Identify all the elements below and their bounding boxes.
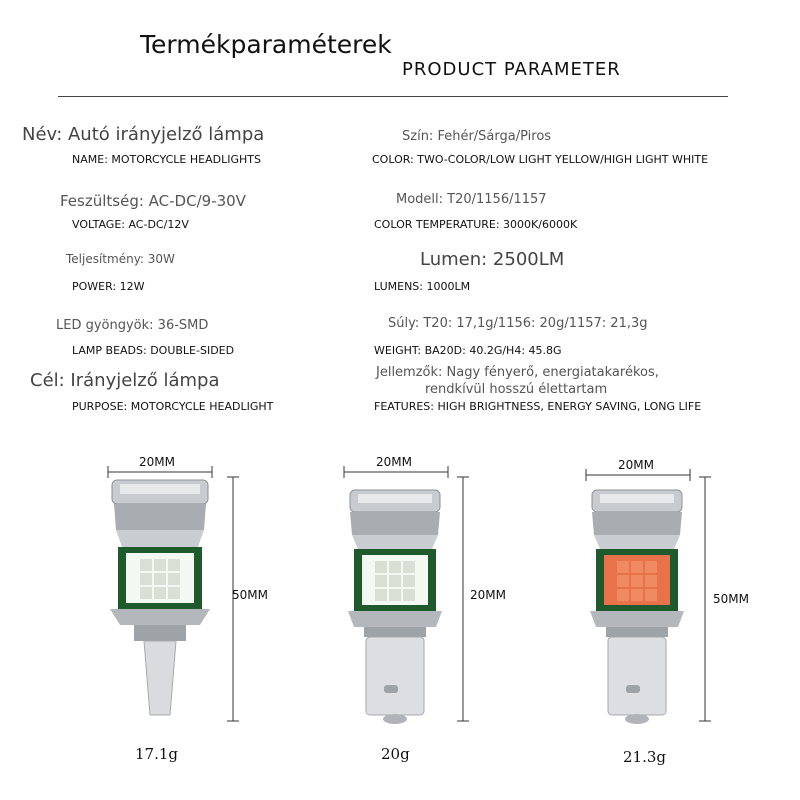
product-2-height-label: 20MM bbox=[470, 588, 506, 602]
product-3-width-label: 20MM bbox=[618, 458, 654, 472]
param-power-en: POWER: 12W bbox=[72, 280, 145, 293]
param-voltage-en: VOLTAGE: AC-DC/12V bbox=[72, 218, 189, 231]
param-lumens-en: LUMENS: 1000LM bbox=[374, 280, 471, 293]
product-2-bulb-image bbox=[340, 485, 450, 735]
product-3-height-label: 50MM bbox=[713, 592, 749, 606]
param-beads-hu: LED gyöngyök: 36-SMD bbox=[56, 318, 209, 333]
product-2-width-label: 20MM bbox=[376, 455, 412, 469]
product-2-weight: 20g bbox=[381, 745, 410, 763]
product-1-bulb-image bbox=[100, 475, 220, 725]
param-features-en: FEATURES: HIGH BRIGHTNESS, ENERGY SAVING, LONG LIFE bbox=[374, 400, 702, 413]
param-colortemp-en: COLOR TEMPERATURE: 3000K/6000K bbox=[374, 218, 578, 231]
product-1-weight: 17.1g bbox=[135, 745, 179, 763]
page-title-en: PRODUCT PARAMETER bbox=[402, 59, 621, 80]
param-features-hu-line2: rendkívül hosszú élettartam bbox=[425, 382, 608, 397]
param-features-hu: Jellemzők: Nagy fényerő, energiatakarékos, bbox=[376, 365, 659, 380]
param-name-hu: Név: Autó irányjelző lámpa bbox=[22, 124, 265, 145]
product-1-height-label: 50MM bbox=[232, 588, 268, 602]
param-model-hu: Modell: T20/1156/1157 bbox=[396, 192, 547, 207]
param-color-hu: Szín: Fehér/Sárga/Piros bbox=[402, 129, 552, 144]
header-divider bbox=[58, 96, 728, 97]
param-beads-en: LAMP BEADS: DOUBLE-SIDED bbox=[72, 344, 235, 357]
param-power-hu: Teljesítmény: 30W bbox=[66, 252, 175, 266]
product-2-width-dimension bbox=[338, 465, 458, 479]
param-name-en: NAME: MOTORCYCLE HEADLIGHTS bbox=[72, 153, 261, 166]
page-title-hu: Termékparaméterek bbox=[140, 30, 392, 59]
param-voltage-hu: Feszültség: AC-DC/9-30V bbox=[60, 192, 246, 210]
param-weight-en: WEIGHT: BA20D: 40.2G/H4: 45.8G bbox=[374, 344, 562, 357]
param-color-en: COLOR: TWO-COLOR/LOW LIGHT YELLOW/HIGH LIGHT WHITE bbox=[372, 153, 709, 166]
param-weight-hu: Súly: T20: 17,1g/1156: 20g/1157: 21,3g bbox=[388, 316, 648, 331]
product-2-height-dimension bbox=[456, 475, 470, 725]
product-1-width-label: 20MM bbox=[139, 455, 175, 469]
product-3-weight: 21.3g bbox=[623, 748, 667, 766]
product-3-bulb-image bbox=[582, 485, 692, 735]
param-purpose-hu: Cél: Irányjelző lámpa bbox=[30, 370, 220, 391]
product-3-width-dimension bbox=[580, 468, 700, 482]
param-lumen-hu: Lumen: 2500LM bbox=[420, 249, 565, 270]
product-3-height-dimension bbox=[698, 475, 712, 725]
param-purpose-en: PURPOSE: MOTORCYCLE HEADLIGHT bbox=[72, 400, 274, 413]
